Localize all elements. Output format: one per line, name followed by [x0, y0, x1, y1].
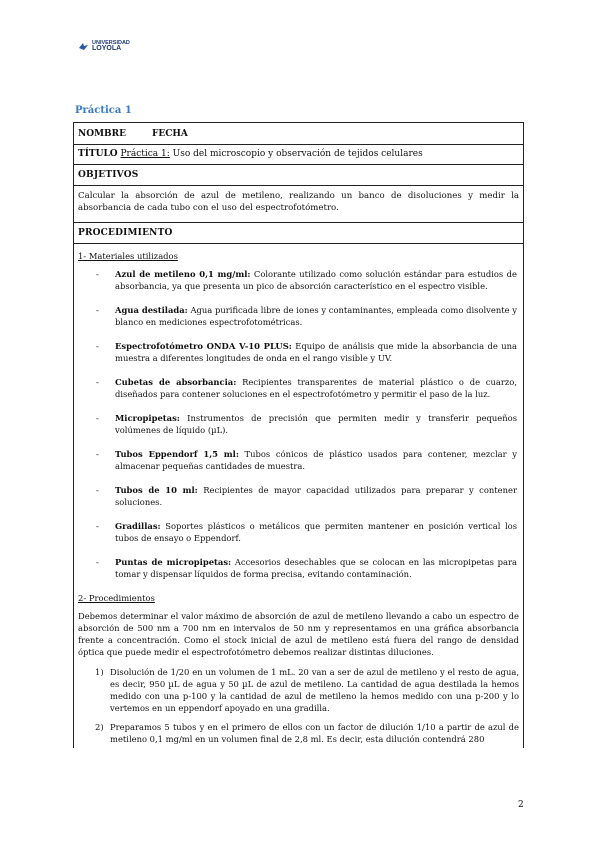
university-logo	[78, 40, 130, 52]
list-item: - Puntas de micropipetas: Accesorios desechables que se colocan en las micropipetas para tomar y dispensar líquidos de forma precisa, evitando contaminación.	[96, 557, 518, 579]
logo-line1: UNIVERSIDAD	[92, 40, 130, 46]
nombre-row	[74, 123, 523, 145]
procedures-intro: Debemos determinar el valor máximo de absorción de azul de metileno llevando a cabo un espectro de absorción de 500 nm a 700 nm en intervalos de 50 nm y representamos en una gráfica absorbancia frente a concentración. Como el stock inicial de azul de metileno está fuera del rango de densidad óptica que puede medir el espectrofotómetro debemos realizar distintas diluciones.	[78, 611, 519, 657]
objetivos-text: Calcular la absorción de azul de metileno, realizando un banco de disoluciones y medir la absorbancia de cada tubo con el uso del espectrofotómetro.	[74, 186, 523, 223]
logo-emblem-icon	[78, 41, 89, 52]
list-item: - Espectrofotómetro ONDA V-10 PLUS: Equipo de análisis que mide la absorbancia de una muestra a diferentes longitudes de onda en el rango visible y UV.	[96, 341, 517, 363]
procedimiento-content	[74, 244, 523, 745]
practice-table	[73, 122, 524, 748]
logo-line2: LOYOLA	[92, 45, 122, 52]
list-item: 1) Disolución de 1/20 en un volumen de 1 mL. 20 van a ser de azul de metileno y el resto de agua, es decir, 950 µL de agua y 50 µL de azul de metileno. La cantidad de agua destilada la hemos medido con una p-100 y la cantidad de azul de metileno la hemos medido con una p-200 y lo vertemos en un eppendorf apoyado en una gradilla.	[95, 667, 519, 713]
procedures-heading: 2- Procedimientos	[78, 593, 155, 603]
nombre-label: NOMBRE	[78, 129, 126, 139]
page-number: 2	[518, 800, 524, 810]
procedures-list	[78, 666, 519, 745]
list-item: - Azul de metileno 0,1 mg/ml: Colorante utilizado como solución estándar para estudios de absorbancia, ya que presenta un pico de absorción característico en el espectro visible.	[96, 269, 517, 291]
materials-heading: 1- Materiales utilizados	[78, 251, 178, 261]
fecha-label: FECHA	[151, 129, 188, 139]
objetivos-header: OBJETIVOS	[74, 165, 523, 186]
list-item: - Agua destilada: Agua purificada libre de iones y contaminantes, empleada como disolvente y blanco en mediciones espectrofotométricas.	[96, 305, 517, 327]
practice-heading: Práctica 1	[75, 105, 132, 116]
titulo-row	[74, 145, 523, 165]
list-item: - Micropipetas: Instrumentos de precisión que permiten medir y transferir pequeños volúmenes de líquido (µL).	[96, 413, 517, 435]
list-item: - Tubos de 10 ml: Recipientes de mayor capacidad utilizados para preparar y contener soluciones.	[96, 485, 517, 507]
list-item: - Cubetas de absorbancia: Recipientes transparentes de material plástico o de cuarzo, diseñados para contener soluciones en el espectrofotómetro y permitir el paso de la luz.	[96, 377, 517, 399]
list-item: 2) Preparamos 5 tubos y en el primero de ellos con un factor de dilución 1/10 a partir de azul de metileno 0,1 mg/ml en un volumen final de 2,8 ml. Es decir, esta dilución contendrá 280	[95, 722, 519, 744]
procedimiento-header: PROCEDIMIENTO	[74, 223, 523, 244]
list-item: - Gradillas: Soportes plásticos o metálicos que permiten mantener en posición vertical los tubos de ensayo o Eppendorf.	[96, 521, 517, 543]
materials-list	[78, 268, 519, 580]
titulo-text: Uso del microscopio y observación de tejidos celulares	[169, 149, 423, 159]
list-item: - Tubos Eppendorf 1,5 ml: Tubos cónicos de plástico usados para contener, mezclar y almacenar pequeñas cantidades de muestra.	[96, 449, 517, 471]
titulo-label: TÍTULO	[78, 149, 118, 159]
titulo-link[interactable]: Práctica 1:	[120, 149, 170, 159]
